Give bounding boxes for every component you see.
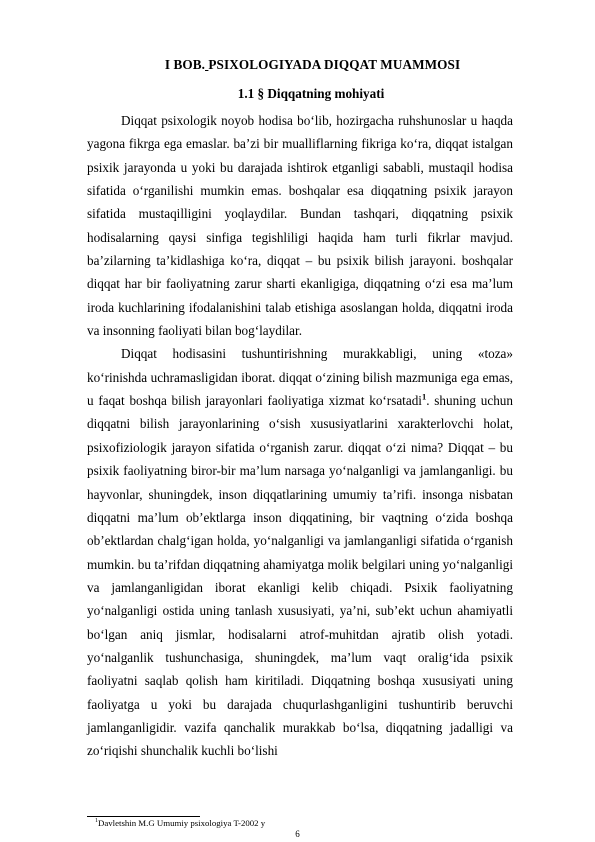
footnote-reference[interactable]: 1: [421, 391, 427, 402]
footnote-number: 1: [95, 818, 98, 825]
body-text: [87, 109, 513, 763]
chapter-title: PSIXOLOGIYADA DIQQAT MUAMMOSI: [208, 57, 461, 72]
footnote-text: Davletshin M.G Umumiy psixologiya T-2002 y: [98, 818, 266, 828]
paragraph-2-text-a: Diqqat hodisasini tushuntirishning murakkabligi, uning «toza» ko‘rinishda uchramasligidan iborat. diqqat o‘zining bilish mazmuniga ega emas, u faqat boshqa bilish jarayonlari faoliyatiga xizmat ko‘rsatadi: [87, 346, 513, 409]
paragraph-1: Diqqat psixologik noyob hodisa bo‘lib, hozirgacha ruhshunoslar u haqda yagona fikrga ega emaslar. ba’zi bir mualliflarning fikriga ko‘ra, diqqat istalgan psixik jarayonda u yoki bu darajada ishtirok etganligi sababli, mustaqil hodisa sifatida o‘rganilishi mumkin emas. boshqalar esa diqqatning psixik jarayon sifatida mustaqilligini yoqlaydilar. Bundan tashqari, diqqatning psixik hodisalarning qaysi sinfiga tegishliligi haqida ham turli fikrlar mavjud. ba’zilarning ta’kidlashiga ko‘ra, diqqat – bu psixik bilish jarayoni. boshqalar diqqat har bir faoliyatning zarur sharti ekanligiga, diqqatning o‘zi esa ma’lum iroda kuchlarining ifodalanishini talab etishiga asoslangan holda, diqqatni iroda va insonning faoliyati bilan bog‘laydilar.: [87, 113, 513, 339]
chapter-prefix: I BOB.: [164, 57, 205, 72]
page-number: 6: [295, 829, 300, 839]
paragraph-2: [87, 342, 513, 762]
footnote-separator: [87, 816, 200, 817]
footnote: [95, 818, 265, 828]
chapter-heading: [70, 57, 555, 73]
paragraph-2-text-b: . shuning uchun diqqatni bilish jarayonlarining o‘sish xususiyatlarini xarakterlovchi holat, psixofiziologik jarayon sifatida o‘rganish zarur. diqqat o‘zi nima? Diqqat – bu psixik faoliyatning biror-bir ma’lum narsaga yo‘nalganligi va jamlanganligi. bu hayvonlar, shuningdek, inson diqqatlarining umumiy ta’rifi. insonga nisbatan diqqatni ma’lum ob’ektlarga inson diqqatining, bir vaqtning o‘zida boshqa ob’ektlardan chalg‘igan holda, yo‘nalganligi va jamlanganligi sifatida o‘rganish mumkin. bu ta’rifdan diqqatning ahamiyatga molik belgilari uning yo‘nalganligi va jamlanganligidan iborat ekanligi kelib chiqadi. Psixik faoliyatning yo‘nalganligi ostida uning tanlash xususiyati, ya’ni, sub’ekt uchun ahamiyatli bo‘lgan aniq jismlar, hodisalarni atrof-muhitdan ajratib olish yotadi. yo‘nalganlik tushunchasiga, shuningdek, ma’lum vaqt ora​lig‘ida psixik faoliyatni saqlab qolish ham kiritiladi. Diqqatning boshqa xususiyati uning faoliyatga u yoki bu darajada chuqurlashganligini tushuntirib beruvchi jamlanganligidir. vazifa qanchalik murakkab bo‘lsa, diqqatning jadalligi va zo‘riqishi shunchalik kuchli bo‘lishi: [87, 393, 513, 759]
section-heading: 1.1 § Diqqatning mohiyati: [237, 86, 385, 101]
